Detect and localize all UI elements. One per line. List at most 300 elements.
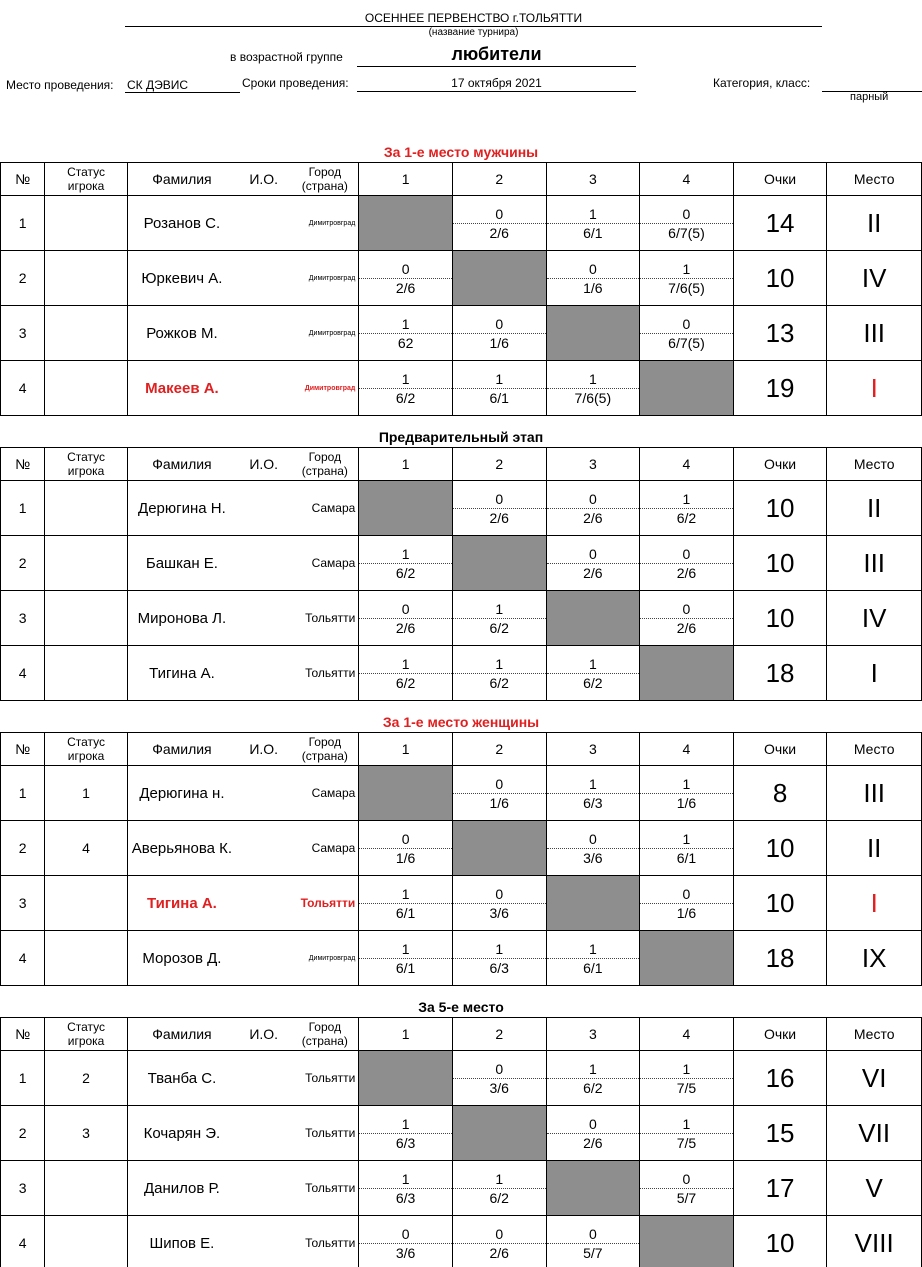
self-match-cell: [640, 646, 734, 701]
results-table: [0, 732, 922, 986]
player-status: [45, 481, 128, 536]
header-row: [1, 448, 922, 481]
table-row: [1, 646, 922, 701]
match-score: 6/2: [676, 509, 697, 526]
player-status: [45, 1161, 128, 1216]
match-result-box: [453, 766, 546, 820]
player-initials: [236, 1051, 291, 1106]
match-score: 6/2: [489, 674, 509, 691]
player-status: 4: [45, 821, 128, 876]
self-match-cell: [452, 1106, 546, 1161]
match-result: [452, 591, 546, 646]
match-result: [640, 481, 734, 536]
match-result: [452, 1216, 546, 1267]
match-score: 7/5: [676, 1134, 697, 1151]
player-status: 2: [45, 1051, 128, 1106]
col-opponent-header: 3: [546, 733, 640, 766]
match-result: [452, 361, 546, 416]
match-win-flag: 0: [453, 306, 546, 334]
player-name: Миронова Л.: [127, 591, 236, 646]
age-group-underline: [357, 66, 636, 67]
table-row: [1, 1216, 922, 1267]
col-no-header: №: [1, 733, 45, 766]
match-result-box: [359, 251, 452, 305]
col-opponent-header: 4: [640, 1018, 734, 1051]
row-number: 4: [1, 931, 45, 986]
match-result-box: [640, 251, 733, 305]
row-number: 3: [1, 876, 45, 931]
match-win-flag: 1: [359, 1161, 452, 1189]
match-win-flag: 0: [640, 196, 733, 224]
match-result-box: [359, 536, 452, 590]
col-initials-header: И.О.: [236, 1018, 291, 1051]
match-win-flag: 0: [640, 591, 733, 619]
player-status: [45, 251, 128, 306]
player-name: Кочарян Э.: [127, 1106, 236, 1161]
match-score: 6/1: [395, 904, 416, 921]
match-result-box: [453, 196, 546, 250]
match-win-flag: 1: [359, 931, 452, 959]
player-status: 3: [45, 1106, 128, 1161]
row-number: 2: [1, 251, 45, 306]
table-row: [1, 361, 922, 416]
player-place: I: [827, 646, 922, 701]
match-score: 1/6: [676, 794, 697, 811]
match-result-box: [640, 876, 733, 930]
results-table: [0, 162, 922, 416]
col-opponent-header: 1: [359, 448, 453, 481]
match-result: [359, 591, 453, 646]
col-opponent-header: 2: [452, 1018, 546, 1051]
match-win-flag: 1: [359, 876, 452, 904]
match-win-flag: 0: [453, 1051, 546, 1079]
player-name: Тванба С.: [127, 1051, 236, 1106]
match-win-flag: 0: [640, 536, 733, 564]
player-status: [45, 876, 128, 931]
match-result: [359, 361, 453, 416]
col-opponent-header: 1: [359, 163, 453, 196]
match-result: [359, 876, 453, 931]
match-result: [640, 306, 734, 361]
player-city: Тольятти: [291, 1051, 358, 1106]
table-row: [1, 1161, 922, 1216]
player-initials: [236, 766, 291, 821]
match-result-box: [453, 306, 546, 360]
status-header-line: Статус: [67, 1020, 106, 1034]
col-points-header: Очки: [733, 733, 827, 766]
match-win-flag: 0: [359, 1216, 452, 1244]
match-score: 2/6: [583, 509, 603, 526]
match-score: 2/6: [395, 619, 416, 636]
col-place-header: Место: [827, 163, 922, 196]
player-place: III: [827, 766, 922, 821]
match-result: [359, 931, 453, 986]
row-number: 1: [1, 196, 45, 251]
player-city: Димитровград: [291, 306, 358, 361]
category-value: парный: [850, 91, 889, 103]
player-city: Самара: [291, 766, 358, 821]
col-surname-header: Фамилия: [127, 448, 236, 481]
status-header-line: игрока: [67, 464, 105, 478]
match-score: 6/3: [489, 959, 509, 976]
match-win-flag: 0: [640, 876, 733, 904]
player-points: 17: [733, 1161, 827, 1216]
player-place: VIII: [827, 1216, 922, 1267]
match-result: [546, 1216, 640, 1267]
player-initials: [236, 536, 291, 591]
match-score: 1/6: [395, 849, 416, 866]
match-result-box: [547, 481, 640, 535]
match-result: [452, 1161, 546, 1216]
col-points-header: Очки: [733, 1018, 827, 1051]
match-result-box: [547, 931, 640, 985]
self-match-cell: [640, 1216, 734, 1267]
city-header-line: Город: [308, 735, 342, 749]
player-name: Данилов Р.: [127, 1161, 236, 1216]
player-place: II: [827, 196, 922, 251]
table-row: [1, 251, 922, 306]
col-place-header: Место: [827, 448, 922, 481]
match-score: 6/7(5): [668, 334, 705, 351]
col-no-header: №: [1, 448, 45, 481]
header-row: [1, 1018, 922, 1051]
match-score: 2/6: [676, 564, 697, 581]
match-win-flag: 0: [547, 1106, 640, 1134]
match-score: 6/1: [583, 959, 603, 976]
match-score: 7/6(5): [668, 279, 705, 296]
col-opponent-header: 2: [452, 733, 546, 766]
match-score: 6/2: [489, 1189, 509, 1206]
match-win-flag: 1: [547, 931, 640, 959]
player-name: Тигина А.: [127, 876, 236, 931]
player-initials: [236, 931, 291, 986]
col-initials-header: И.О.: [236, 448, 291, 481]
match-result: [546, 481, 640, 536]
self-match-cell: [546, 591, 640, 646]
player-place: IX: [827, 931, 922, 986]
match-result: [452, 306, 546, 361]
player-points: 10: [733, 1216, 827, 1267]
match-score: 6/3: [583, 794, 603, 811]
player-status: [45, 1216, 128, 1267]
match-win-flag: 1: [547, 361, 640, 389]
player-name: Морозов Д.: [127, 931, 236, 986]
match-result-box: [640, 306, 733, 360]
city-header-line: Город: [308, 1020, 342, 1034]
match-win-flag: 1: [359, 536, 452, 564]
match-win-flag: 1: [359, 1106, 452, 1134]
match-result-box: [453, 931, 546, 985]
match-result: [640, 251, 734, 306]
section-title: За 1-е место мужчины: [383, 144, 539, 160]
match-result: [640, 876, 734, 931]
dates-label: Сроки проведения:: [242, 76, 349, 90]
match-score: 7/5: [676, 1079, 697, 1096]
player-city: Тольятти: [291, 1106, 358, 1161]
city-header-line: (страна): [301, 179, 348, 193]
row-number: 1: [1, 766, 45, 821]
match-result: [640, 196, 734, 251]
city-header-line: Город: [308, 165, 342, 179]
player-points: 10: [733, 536, 827, 591]
player-name: Макеев А.: [127, 361, 236, 416]
section-title: Предварительный этап: [378, 429, 544, 445]
player-status: [45, 536, 128, 591]
match-result-box: [547, 536, 640, 590]
age-group-label: в возрастной группе: [230, 50, 343, 64]
match-score: 2/6: [489, 224, 509, 241]
match-win-flag: 0: [640, 1161, 733, 1189]
col-points-header: Очки: [733, 163, 827, 196]
match-result: [452, 646, 546, 701]
city-header-line: Город: [308, 450, 342, 464]
tournament-caption: (название турнира): [428, 27, 519, 38]
match-result-box: [547, 361, 640, 415]
self-match-cell: [359, 481, 453, 536]
player-place: I: [827, 361, 922, 416]
match-win-flag: 1: [547, 766, 640, 794]
match-win-flag: 0: [547, 536, 640, 564]
match-result: [452, 481, 546, 536]
table-row: [1, 876, 922, 931]
col-city-header: [291, 163, 358, 196]
status-header-line: Статус: [67, 165, 106, 179]
player-place: IV: [827, 591, 922, 646]
match-result-box: [547, 1106, 640, 1160]
match-score: 2/6: [489, 1244, 509, 1261]
match-score: 3/6: [489, 1079, 509, 1096]
match-win-flag: 0: [359, 591, 452, 619]
match-result-box: [359, 931, 452, 985]
match-win-flag: 0: [640, 306, 733, 334]
match-win-flag: 1: [547, 196, 640, 224]
match-result-box: [640, 536, 733, 590]
row-number: 4: [1, 646, 45, 701]
match-result-box: [640, 1161, 733, 1215]
match-score: 2/6: [583, 564, 603, 581]
match-score: 6/3: [395, 1189, 416, 1206]
col-initials-header: И.О.: [236, 163, 291, 196]
status-header-line: игрока: [67, 179, 105, 193]
row-number: 2: [1, 536, 45, 591]
dates-value: 17 октября 2021: [451, 76, 542, 90]
col-city-header: [291, 1018, 358, 1051]
match-result: [452, 196, 546, 251]
player-city: Самара: [291, 821, 358, 876]
match-result: [640, 536, 734, 591]
match-result: [452, 1051, 546, 1106]
col-status-header: [45, 448, 128, 481]
match-result-box: [640, 766, 733, 820]
self-match-cell: [640, 361, 734, 416]
self-match-cell: [452, 821, 546, 876]
player-city: Самара: [291, 536, 358, 591]
match-result: [546, 821, 640, 876]
match-result-box: [640, 591, 733, 645]
player-initials: [236, 821, 291, 876]
col-opponent-header: 4: [640, 163, 734, 196]
table-row: [1, 766, 922, 821]
match-win-flag: 1: [453, 931, 546, 959]
match-score: 6/2: [395, 674, 416, 691]
status-header-line: игрока: [67, 1034, 105, 1048]
match-score: 3/6: [489, 904, 509, 921]
player-place: VII: [827, 1106, 922, 1161]
row-number: 2: [1, 1106, 45, 1161]
match-win-flag: 1: [359, 361, 452, 389]
player-initials: [236, 481, 291, 536]
match-score: 6/2: [395, 564, 416, 581]
player-initials: [236, 1161, 291, 1216]
row-number: 1: [1, 481, 45, 536]
match-result: [546, 361, 640, 416]
player-points: 10: [733, 591, 827, 646]
player-points: 8: [733, 766, 827, 821]
match-result: [546, 646, 640, 701]
match-win-flag: 1: [453, 1161, 546, 1189]
match-score: 6/2: [583, 1079, 603, 1096]
player-city: Димитровград: [291, 251, 358, 306]
col-opponent-header: 1: [359, 1018, 453, 1051]
self-match-cell: [546, 306, 640, 361]
match-win-flag: 1: [640, 1051, 733, 1079]
col-surname-header: Фамилия: [127, 1018, 236, 1051]
table-row: [1, 536, 922, 591]
match-result: [546, 1051, 640, 1106]
player-initials: [236, 361, 291, 416]
match-result-box: [640, 196, 733, 250]
match-score: 6/2: [583, 674, 603, 691]
player-initials: [236, 876, 291, 931]
player-points: 15: [733, 1106, 827, 1161]
row-number: 4: [1, 361, 45, 416]
header-row: [1, 733, 922, 766]
player-city: Димитровград: [291, 931, 358, 986]
table-row: [1, 196, 922, 251]
category-label: Категория, класс:: [713, 76, 811, 90]
match-result: [359, 646, 453, 701]
match-result: [640, 591, 734, 646]
player-city: Димитровград: [291, 361, 358, 416]
match-result-box: [453, 876, 546, 930]
city-header-line: (страна): [301, 749, 348, 763]
match-win-flag: 0: [453, 1216, 546, 1244]
results-table: [0, 447, 922, 701]
match-result-box: [640, 821, 733, 875]
player-place: IV: [827, 251, 922, 306]
player-initials: [236, 251, 291, 306]
match-result-box: [359, 821, 452, 875]
player-city: Самара: [291, 481, 358, 536]
player-initials: [236, 1216, 291, 1267]
match-result: [546, 931, 640, 986]
player-points: 10: [733, 876, 827, 931]
match-result-box: [359, 361, 452, 415]
match-result-box: [359, 306, 452, 360]
match-win-flag: 1: [547, 646, 640, 674]
match-score: 6/1: [676, 849, 697, 866]
match-result: [359, 1161, 453, 1216]
player-name: Дерюгина Н.: [127, 481, 236, 536]
match-result-box: [453, 1216, 546, 1267]
col-no-header: №: [1, 163, 45, 196]
player-name: Башкан Е.: [127, 536, 236, 591]
match-result: [546, 196, 640, 251]
match-win-flag: 1: [453, 591, 546, 619]
self-match-cell: [546, 876, 640, 931]
player-initials: [236, 1106, 291, 1161]
venue-value: СК ДЭВИС: [127, 78, 189, 92]
table-row: [1, 1106, 922, 1161]
match-win-flag: 0: [547, 1216, 640, 1244]
match-score: 1/6: [489, 334, 509, 351]
match-result: [640, 821, 734, 876]
match-score: 2/6: [395, 279, 416, 296]
player-initials: [236, 591, 291, 646]
col-opponent-header: 3: [546, 1018, 640, 1051]
match-result-box: [453, 1051, 546, 1105]
match-result: [452, 876, 546, 931]
player-initials: [236, 646, 291, 701]
self-match-cell: [640, 931, 734, 986]
match-win-flag: 1: [453, 646, 546, 674]
player-place: V: [827, 1161, 922, 1216]
match-result: [452, 766, 546, 821]
match-score: 6/1: [489, 389, 509, 406]
player-name: Рожков М.: [127, 306, 236, 361]
status-header-line: Статус: [67, 450, 106, 464]
col-place-header: Место: [827, 1018, 922, 1051]
self-match-cell: [359, 1051, 453, 1106]
status-header-line: игрока: [67, 749, 105, 763]
match-win-flag: 1: [359, 306, 452, 334]
self-match-cell: [452, 251, 546, 306]
player-points: 16: [733, 1051, 827, 1106]
player-place: II: [827, 821, 922, 876]
col-initials-header: И.О.: [236, 733, 291, 766]
player-city: Тольятти: [291, 591, 358, 646]
match-result: [546, 536, 640, 591]
match-result-box: [359, 591, 452, 645]
match-result-box: [359, 646, 452, 700]
match-result: [359, 306, 453, 361]
row-number: 4: [1, 1216, 45, 1267]
table-row: [1, 931, 922, 986]
match-score: 6/2: [395, 389, 416, 406]
match-result-box: [359, 1216, 452, 1267]
match-result-box: [547, 1051, 640, 1105]
match-result-box: [359, 876, 452, 930]
match-score: 62: [397, 334, 414, 351]
player-name: Юркевич А.: [127, 251, 236, 306]
player-city: Тольятти: [291, 1161, 358, 1216]
match-score: 6/2: [489, 619, 509, 636]
match-score: 6/3: [395, 1134, 416, 1151]
player-points: 13: [733, 306, 827, 361]
col-surname-header: Фамилия: [127, 163, 236, 196]
match-score: 6/7(5): [668, 224, 705, 241]
player-place: III: [827, 306, 922, 361]
match-result: [640, 1051, 734, 1106]
player-points: 10: [733, 251, 827, 306]
venue-label: Место проведения:: [6, 78, 114, 92]
match-result-box: [359, 1106, 452, 1160]
match-win-flag: 0: [453, 876, 546, 904]
match-win-flag: 1: [640, 766, 733, 794]
player-name: Шипов Е.: [127, 1216, 236, 1267]
status-header-line: Статус: [67, 735, 106, 749]
player-name: Аверьянова К.: [127, 821, 236, 876]
